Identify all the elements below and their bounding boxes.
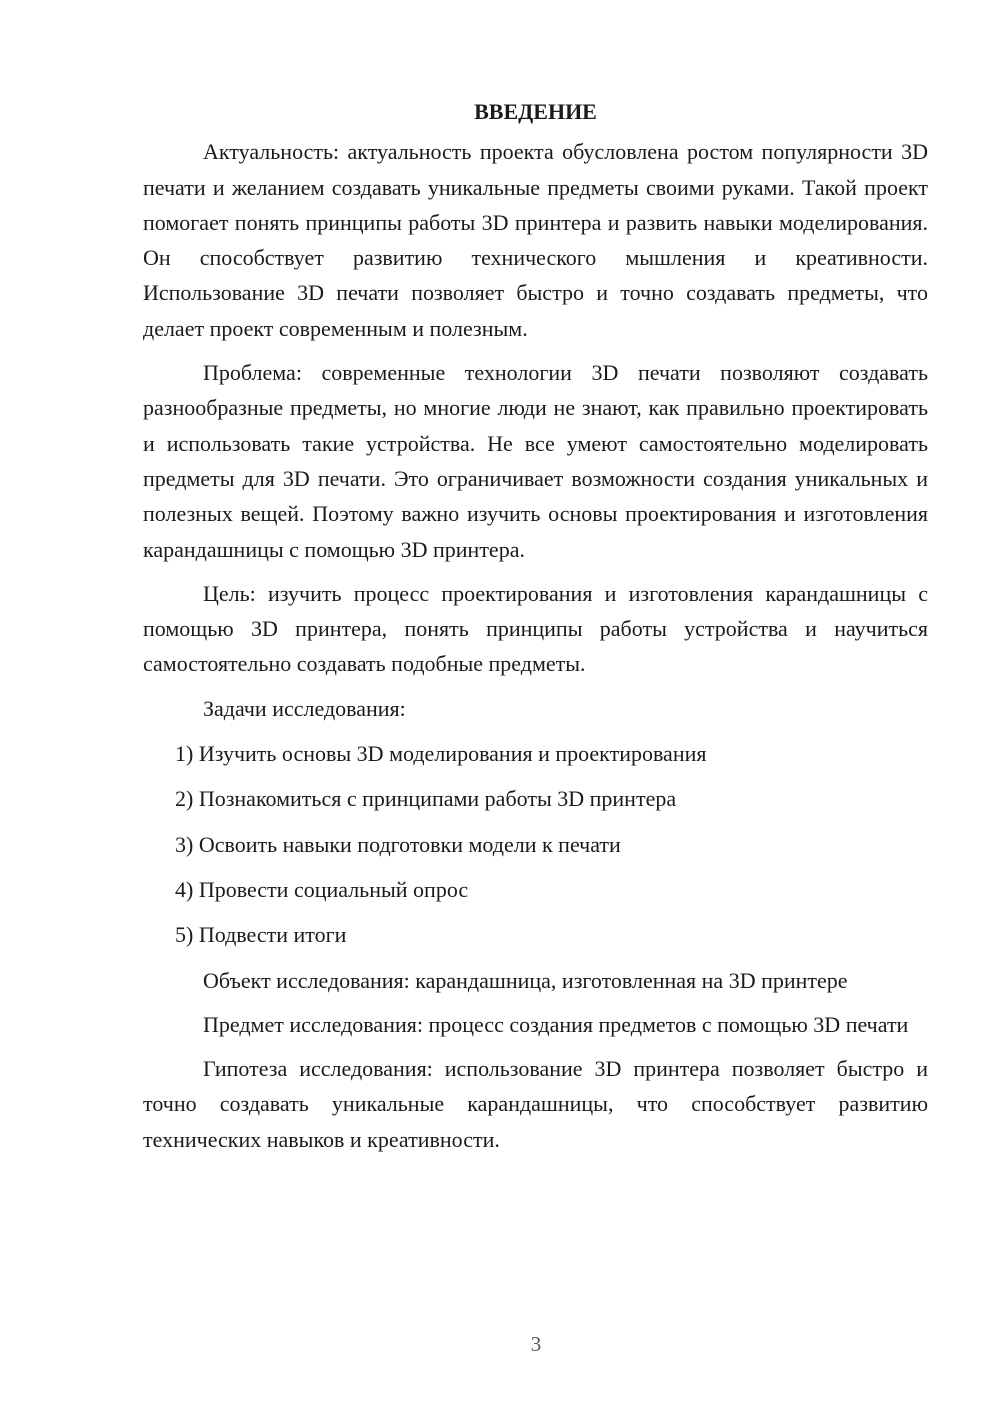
task-item: 3) Освоить навыки подготовки модели к печати <box>175 831 621 857</box>
problem-paragraph: Проблема: современные технологии 3D печати позволяют создавать разнообразные предметы, но многие люди не знают, как правильно проектировать и использовать такие устройства. Не все умеют самостоятельно моделировать предметы для 3D печати. Это ограничивает возможности создания уникальных и полезных вещей. Поэтому важно изучить основы проектирования и изготовления карандашницы с помощью 3D принтера. <box>143 360 928 562</box>
section-title: ВВЕДЕНИЕ <box>474 99 597 124</box>
object-paragraph: Объект исследования: карандашница, изготовленная на 3D принтере <box>203 967 848 993</box>
task-item: 1) Изучить основы 3D моделирования и проектирования <box>175 741 707 767</box>
tasks-heading: Задачи исследования: <box>203 695 406 721</box>
task-item: 4) Провести социальный опрос <box>175 876 469 902</box>
relevance-paragraph: Актуальность: актуальность проекта обусловлена ростом популярности 3D печати и желанием создавать уникальные предметы своими руками. Такой проект помогает понять принципы работы 3D принтера и развить навыки моделирования. Он способствует развитию технического мышления и креативности. Использование 3D печати позволяет быстро и точно создавать предметы, что делает проект современным и полезным. <box>143 139 928 341</box>
subject-paragraph: Предмет исследования: процесс создания предметов с помощью 3D печати <box>203 1011 909 1037</box>
page-number: 3 <box>530 1332 542 1356</box>
task-item: 2) Познакомиться с принципами работы 3D принтера <box>175 786 677 812</box>
task-item: 5) Подвести итоги <box>175 922 347 948</box>
tasks-list <box>143 736 928 952</box>
goal-paragraph: Цель: изучить процесс проектирования и изготовления карандашницы с помощью 3D принтера, понять принципы работы устройства и научиться самостоятельно создавать подобные предметы. <box>143 580 928 677</box>
hypothesis-paragraph: Гипотеза исследования: использование 3D принтера позволяет быстро и точно создавать уникальные карандашницы, что способствует развитию технических навыков и креативности. <box>143 1056 928 1152</box>
page-content <box>143 94 928 1166</box>
